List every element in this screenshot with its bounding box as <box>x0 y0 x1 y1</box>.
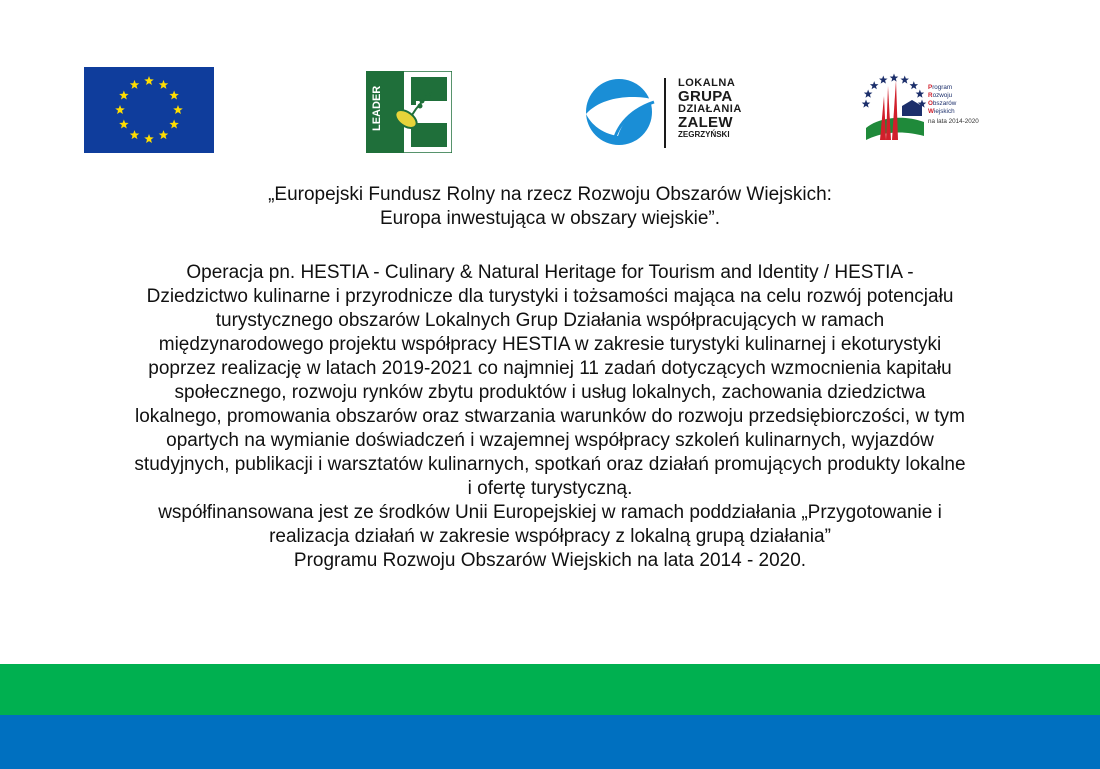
prow-star-icon <box>916 90 925 98</box>
leader-logo-icon <box>366 71 452 153</box>
prow-line-1: Program <box>928 84 953 91</box>
prow-star-icon <box>890 74 899 82</box>
lgd-logo <box>584 76 744 152</box>
operation-line: społecznego, rozwoju rynków zbytu produktów i usług lokalnych, zachowania dziedzictwa <box>174 382 926 403</box>
prow-star-icon <box>910 81 919 89</box>
lgd-line-5: ZEGRZYŃSKI <box>678 130 730 139</box>
prow-line-4: Wiejskich <box>928 107 955 115</box>
footer-stripe-blue <box>0 715 1100 769</box>
prow-logo-text <box>928 84 990 126</box>
lgd-logo-text <box>678 78 742 139</box>
leader-logo-text: LEADER <box>371 85 383 131</box>
lgd-line-1: LOKALNA <box>678 77 736 89</box>
prow-line-2: Rozwoju <box>928 91 953 99</box>
operation-line: Programu Rozwoju Obszarów Wiejskich na lata 2014 - 2020. <box>293 550 807 571</box>
slogan-line-1: „Europejski Fundusz Rolny na rzecz Rozwoju Obszarów Wiejskich: <box>268 184 832 205</box>
prow-star-icon <box>900 75 909 83</box>
prow-star-icon <box>879 75 888 83</box>
operation-line: międzynarodowego projektu współpracy HESTIA w zakresie turystyki kulinarnej i ekoturystyki <box>158 334 942 355</box>
leader-logo <box>366 71 452 153</box>
operation-line: studyjnych, publikacji i warsztatów kulinarnych, spotkań oraz działań promujących produkty lokalne <box>134 454 966 475</box>
operation-line: turystycznego obszarów Lokalnych Grup Działania współpracujących w ramach <box>215 310 885 331</box>
lgd-divider <box>664 78 666 148</box>
operation-line: lokalnego, promowania obszarów oraz stwarzania warunków do rozwoju przedsiębiorczości, w tym <box>134 406 966 427</box>
lgd-logo-icon <box>584 76 664 152</box>
footer-stripe-green <box>0 664 1100 715</box>
operation-line: poprzez realizację w latach 2019-2021 co najmniej 11 zadań dotyczących wzmocnienia kapitału <box>148 358 952 379</box>
slogan <box>0 183 1100 231</box>
prow-line-3: Obszarów <box>928 99 957 107</box>
prow-star-icon <box>862 100 871 108</box>
lgd-line-2: GRUPA <box>678 88 733 105</box>
prow-logo-icon <box>858 66 930 148</box>
operation-line: realizacja działań w zakresie współpracy z lokalną grupą działania” <box>269 526 831 547</box>
lgd-line-4: ZALEW <box>678 114 733 131</box>
prow-logo <box>858 66 988 148</box>
eu-flag-icon <box>84 67 214 153</box>
prow-star-icon <box>870 81 879 89</box>
slogan-line-2: Europa inwestująca w obszary wiejskie”. <box>379 208 721 229</box>
prow-star-icon <box>864 90 873 98</box>
operation-line: współfinansowana jest ze środków Unii Europejskiej w ramach poddziałania „Przygotowanie i <box>158 502 942 523</box>
operation-line: opartych na wymianie doświadczeń i wzajemnej współpracy szkoleń kulinarnych, wyjazdów <box>166 430 934 451</box>
operation-line: Dziedzictwo kulinarne i przyrodnicze dla turystyki i tożsamości mająca na celu rozwój potencjału <box>146 286 954 307</box>
operation-line: Operacja pn. HESTIA - Culinary & Natural Heritage for Tourism and Identity / HESTIA - <box>186 262 914 283</box>
lgd-line-3: DZIAŁANIA <box>678 103 742 115</box>
operation-line: i ofertę turystyczną. <box>467 478 633 499</box>
operation-description <box>60 261 1040 573</box>
prow-years: na lata 2014-2020 <box>928 118 979 126</box>
eu-flag-logo <box>84 67 214 153</box>
